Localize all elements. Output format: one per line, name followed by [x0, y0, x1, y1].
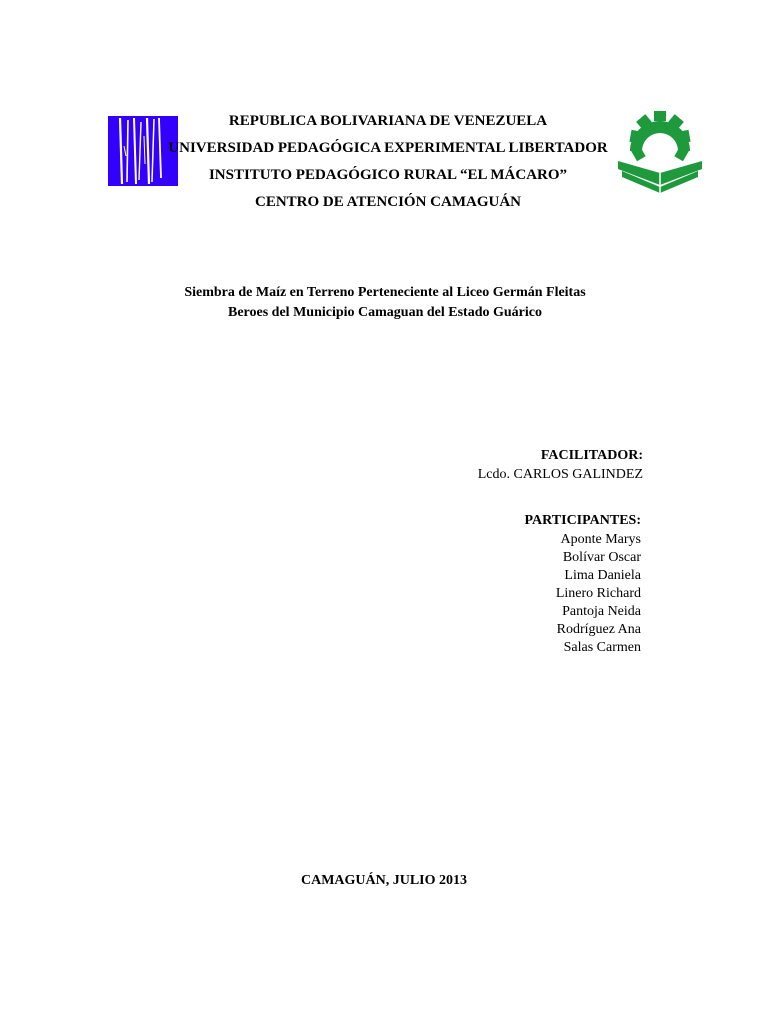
participant-name: Linero Richard — [555, 586, 641, 601]
participant-name: Bolívar Oscar — [562, 550, 641, 565]
participant-name: Rodríguez Ana — [556, 622, 641, 637]
gear-book-logo-icon — [616, 111, 704, 195]
header-line-institute: INSTITUTO PEDAGÓGICO RURAL “EL MÁCARO” — [208, 167, 568, 183]
facilitator-name: Lcdo. CARLOS GALINDEZ — [477, 467, 643, 482]
participant-name: Pantoja Neida — [562, 604, 641, 619]
institution-header — [150, 108, 626, 216]
header-line-country: REPUBLICA BOLIVARIANA DE VENEZUELA — [228, 113, 548, 129]
facilitator-label: FACILITADOR: — [540, 448, 643, 463]
place-date: CAMAGUÁN, JULIO 2013 — [300, 873, 468, 888]
participant-name: Salas Carmen — [563, 640, 641, 655]
participants-label: PARTICIPANTES: — [524, 513, 641, 528]
header-line-center: CENTRO DE ATENCIÓN CAMAGUÁN — [255, 194, 521, 210]
participant-name: Aponte Marys — [560, 532, 641, 547]
participants-list — [525, 531, 641, 657]
header-line-university: UNIVERSIDAD PEDAGÓGICA EXPERIMENTAL LIBERTADOR — [168, 140, 608, 156]
document-title — [120, 283, 650, 323]
participants-block — [525, 512, 641, 657]
facilitator-block — [478, 446, 643, 484]
title-line-2: Beroes del Municipio Camaguan del Estado Guárico — [228, 305, 542, 320]
participant-name: Lima Daniela — [564, 568, 641, 583]
title-line-1: Siembra de Maíz en Terreno Perteneciente al Liceo Germán Fleitas — [184, 285, 586, 300]
